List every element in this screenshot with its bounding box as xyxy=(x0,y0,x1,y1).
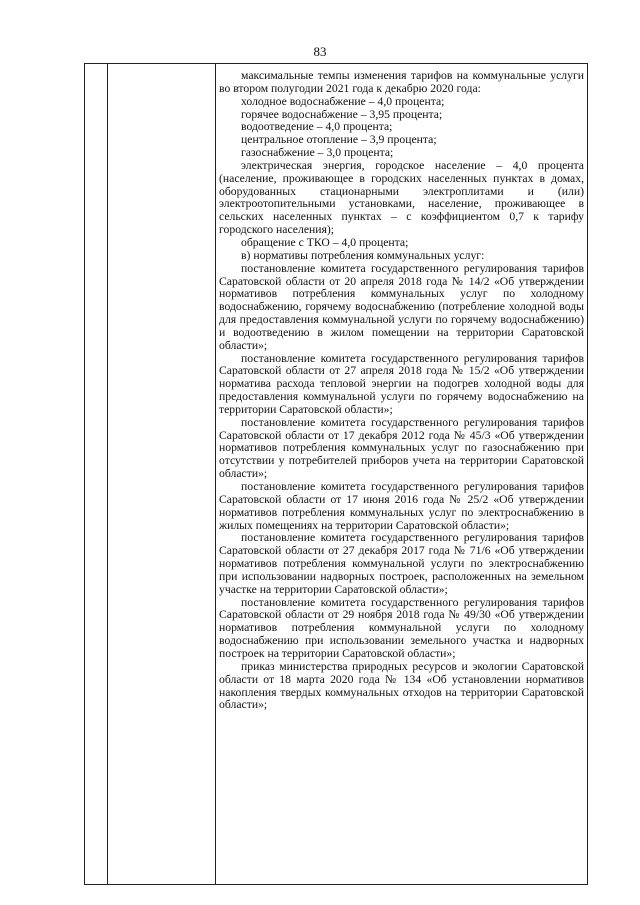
paragraph: постановление комитета государственного регулирования тарифов Саратовской области от 17 июня 2016 года № 25/2 «Об утверждении нормативов потребления коммунальных услуг по электроснабжению в жилых помещениях на территории Саратовской области»; xyxy=(219,480,584,532)
paragraph: постановление комитета государственного регулирования тарифов Саратовской области от 20 апреля 2018 года № 14/2 «Об утверждении нормативов потребления коммунальных услуг по холодному водоснабжению, горячему водоснабжению (потребление холодной воды для предоставления коммунальной услуги по горячему водоснабжению) и водоотведению в жилом помещении на территории Саратовской области»; xyxy=(219,261,584,352)
table-cell-content xyxy=(219,70,584,712)
paragraph: холодное водоснабжение – 4,0 процента; xyxy=(241,94,445,108)
paragraph: в) нормативы потребления коммунальных услуг: xyxy=(241,248,485,262)
paragraph: водоотведение – 4,0 процента; xyxy=(241,120,393,134)
paragraph: постановление комитета государственного регулирования тарифов Саратовской области от 29 ноября 2018 года № 49/30 «Об утверждении нормативов потребления коммунальной услуги по холодному водоснабжению при использовании земельного участка и надворных построек на территории Саратовской области»; xyxy=(219,595,584,660)
paragraph: приказ министерства природных ресурсов и экологии Саратовской области от 18 марта 2020 года № 134 «Об установлении нормативов накопления твердых коммунальных отходов на территории Саратовской области»; xyxy=(219,659,584,712)
paragraph: постановление комитета государственного регулирования тарифов Саратовской области от 27 апреля 2018 года № 15/2 «Об утверждении норматива расхода тепловой энергии на подогрев холодной воды для предоставления коммунальной услуги по горячему водоснабжению на территории Саратовской области»; xyxy=(219,351,584,416)
paragraph: постановление комитета государственного регулирования тарифов Саратовской области от 27 декабря 2017 года № 71/6 «Об утверждении нормативов потребления коммунальной услуги по электроснабжению при использовании надворных построек, расположенных на земельном участке на территории Саратовской области»; xyxy=(219,531,584,596)
paragraph: горячее водоснабжение – 3,95 процента; xyxy=(241,107,443,121)
paragraph: постановление комитета государственного регулирования тарифов Саратовской области от 17 декабря 2012 года № 45/3 «Об утверждении нормативов потребления коммунальных услуг по газоснабжению при отсутствии у потребителей приборов учета на территории Саратовской области»; xyxy=(219,415,584,481)
paragraph: максимальные темпы изменения тарифов на коммунальные услуги во втором полугодии 2021 года к декабрю 2020 года: xyxy=(219,69,584,95)
paragraph: газоснабжение – 3,0 процента; xyxy=(241,146,394,160)
paragraph: электрическая энергия, городское население – 4,0 процента (население, проживающее в городских населенных пунктах в домах, оборудованных стационарными электроплитами и (или) электроотопительными установками, население, проживающее в сельских населенных пунктах – с коэффициентом 0,7 к тарифу городского населения); xyxy=(219,158,584,237)
table-frame xyxy=(84,63,588,885)
column-divider-2 xyxy=(215,64,216,884)
column-divider-1 xyxy=(107,64,108,884)
page-number: 83 xyxy=(313,44,327,59)
paragraph: центральное отопление – 3,9 процента; xyxy=(241,133,437,147)
paragraph: обращение с ТКО – 4,0 процента; xyxy=(241,235,409,249)
